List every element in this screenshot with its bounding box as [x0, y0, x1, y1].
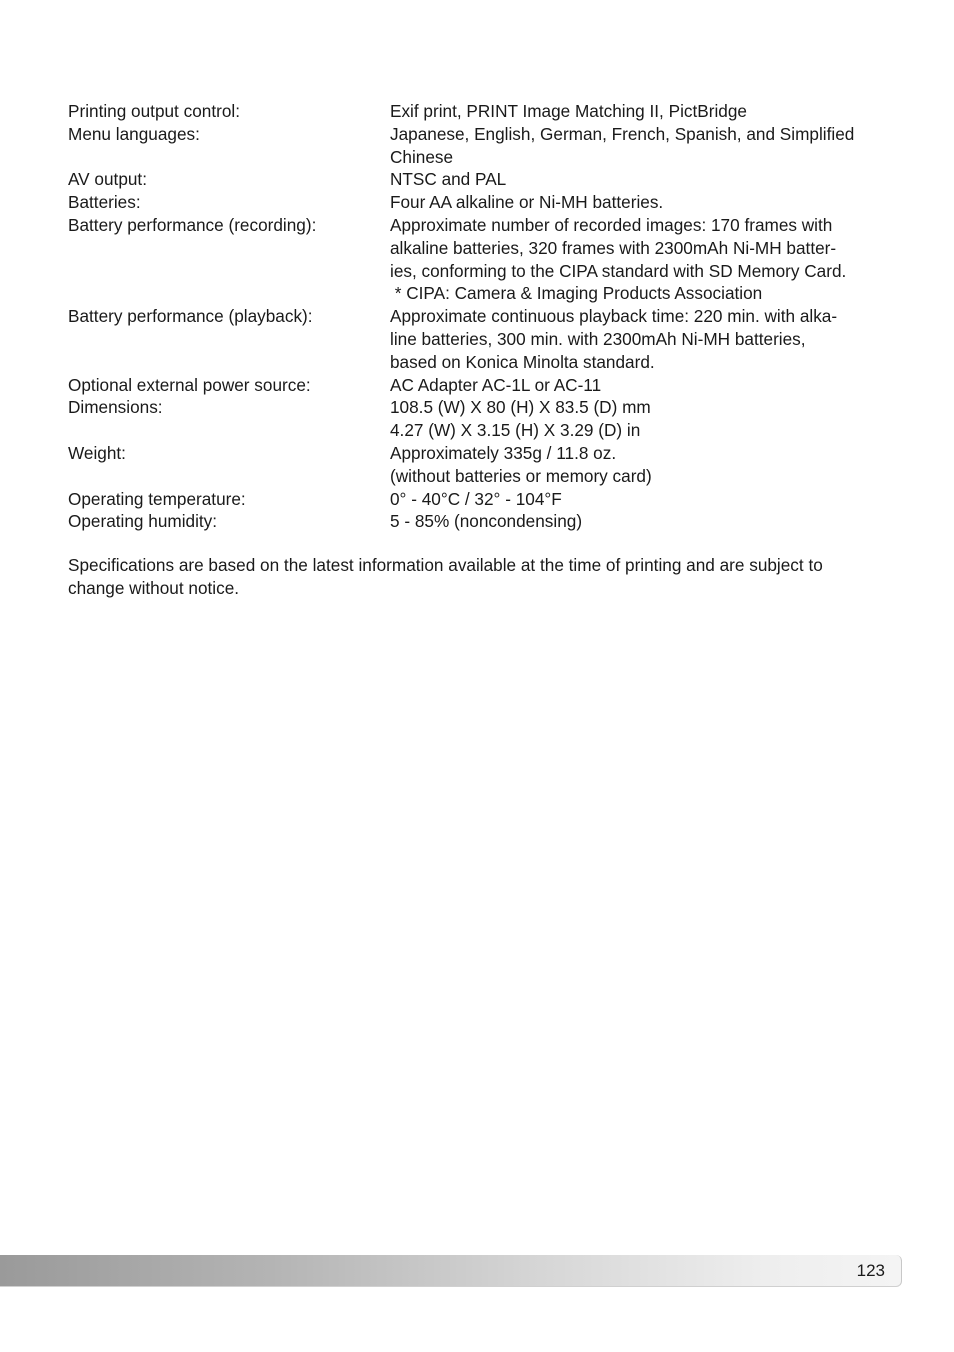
spec-row-printing-output — [68, 100, 898, 123]
spec-value — [390, 191, 898, 214]
spec-row-operating-temperature — [68, 488, 898, 511]
spec-value-line: Approximately 335g / 11.8 oz. — [390, 442, 617, 463]
spec-value-line: based on Konica Minolta standard. — [390, 351, 655, 372]
spec-row-dimensions — [68, 396, 898, 442]
spec-value-line: alkaline batteries, 320 frames with 2300mAh Ni-MH batter- — [390, 237, 837, 258]
spec-label: Operating temperature: — [68, 488, 246, 509]
spec-value — [390, 123, 898, 169]
disclaimer-line: change without notice. — [68, 577, 240, 598]
spec-value-line: NTSC and PAL — [390, 169, 507, 190]
page-footer-bar — [0, 1255, 902, 1287]
spec-row-battery-recording — [68, 214, 898, 305]
page-number: 123 — [856, 1261, 885, 1280]
spec-value — [390, 305, 898, 373]
spec-value-line: AC Adapter AC-1L or AC-11 — [390, 374, 602, 395]
spec-value — [390, 100, 898, 123]
spec-value-line: 108.5 (W) X 80 (H) X 83.5 (D) mm — [390, 397, 651, 418]
spec-label: Optional external power source: — [68, 374, 311, 395]
specifications-disclaimer — [68, 554, 898, 600]
spec-value — [390, 396, 898, 442]
spec-value — [390, 510, 898, 533]
spec-value-line: 4.27 (W) X 3.15 (H) X 3.29 (D) in — [390, 420, 641, 441]
spec-row-menu-languages — [68, 123, 898, 169]
spec-value-line: line batteries, 300 min. with 2300mAh Ni-MH batteries, — [390, 328, 806, 349]
spec-footnote: * CIPA: Camera & Imaging Products Association — [390, 283, 763, 304]
spec-value — [390, 488, 898, 511]
spec-value — [390, 442, 898, 488]
spec-value-line: Four AA alkaline or Ni-MH batteries. — [390, 192, 664, 213]
spec-value-line: 0° - 40°C / 32° - 104°F — [390, 488, 562, 509]
spec-row-weight — [68, 442, 898, 488]
spec-row-external-power — [68, 374, 898, 397]
spec-value-line: Chinese — [390, 146, 454, 167]
spec-label: Battery performance (playback): — [68, 306, 313, 327]
spec-row-operating-humidity — [68, 510, 898, 533]
spec-value-line: Japanese, English, German, French, Spanish, and Simplified — [390, 123, 855, 144]
spec-row-battery-playback — [68, 305, 898, 373]
spec-label: Printing output control: — [68, 101, 240, 121]
spec-label: Batteries: — [68, 192, 141, 213]
spec-label: Battery performance (recording): — [68, 214, 317, 235]
spec-row-batteries — [68, 191, 898, 214]
spec-value — [390, 374, 898, 397]
specifications-list — [68, 100, 898, 533]
spec-value-line: ies, conforming to the CIPA standard with SD Memory Card. — [390, 260, 847, 281]
spec-label: Dimensions: — [68, 397, 163, 418]
spec-label: AV output: — [68, 169, 147, 190]
spec-row-av-output — [68, 168, 898, 191]
spec-value-line: Approximate continuous playback time: 220 min. with alka- — [390, 306, 838, 327]
spec-value-line: Approximate number of recorded images: 170 frames with — [390, 214, 833, 235]
spec-label: Weight: — [68, 442, 126, 463]
spec-label: Menu languages: — [68, 123, 200, 144]
spec-value-line: Exif print, PRINT Image Matching II, PictBridge — [390, 101, 747, 121]
spec-value-line: (without batteries or memory card) — [390, 465, 652, 486]
spec-label: Operating humidity: — [68, 511, 218, 532]
spec-value-line: 5 - 85% (noncondensing) — [390, 511, 583, 532]
spec-value — [390, 168, 898, 191]
spec-value — [390, 214, 898, 305]
disclaimer-line: Specifications are based on the latest information available at the time of printing and are subject to — [68, 555, 823, 575]
